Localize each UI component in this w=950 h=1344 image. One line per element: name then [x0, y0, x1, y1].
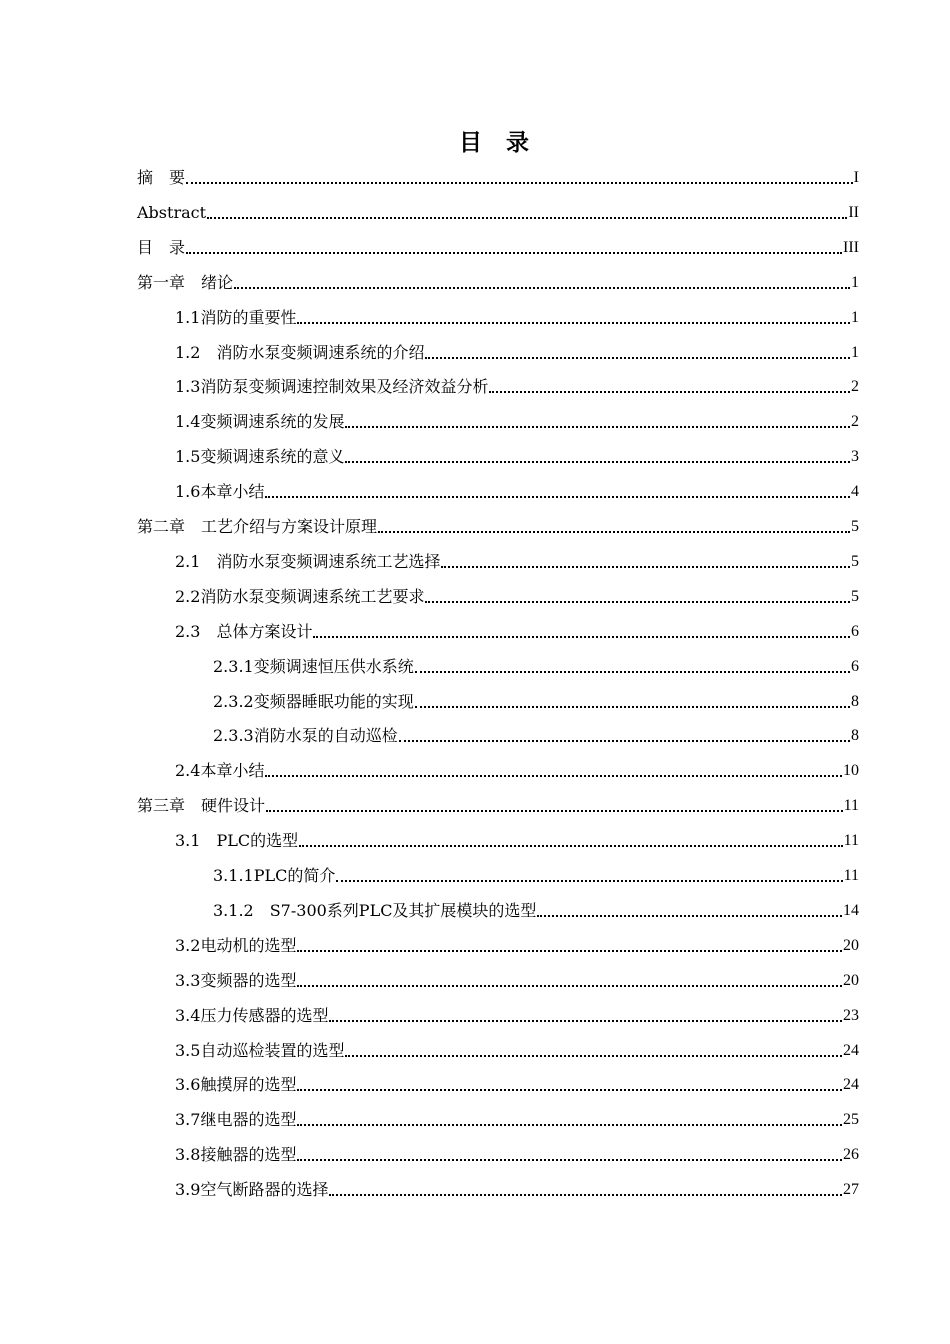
toc-entry[interactable] [0, 927, 950, 962]
dot-leader [297, 1159, 842, 1161]
toc-entry-label: 第三章 硬件设计 [137, 796, 266, 816]
toc-entry[interactable] [0, 1066, 950, 1101]
toc-entry-label: 3.1.1PLC的简介 [213, 866, 336, 885]
toc-entry[interactable] [0, 159, 950, 194]
toc-entry[interactable] [0, 508, 950, 543]
toc-entry[interactable] [0, 892, 950, 927]
toc-entry-label: 3.1.2 S7-300系列PLC及其扩展模块的选型 [213, 900, 537, 920]
toc-entry-label: 1.5变频调速系统的意义 [175, 447, 345, 467]
toc-entry-page-number: 25 [843, 1111, 859, 1129]
toc-entry-page-number: 10 [843, 762, 859, 780]
dot-leader [265, 775, 842, 777]
toc-entry-label: 第一章 绪论 [137, 272, 234, 292]
toc-entry-label: 1.4变频调速系统的发展 [175, 412, 345, 432]
toc-entry[interactable] [0, 368, 950, 403]
toc-entry[interactable] [0, 438, 950, 473]
dot-leader [297, 950, 842, 952]
toc-entry-label: Abstract [137, 202, 207, 222]
toc-entry-label: 目 录 [137, 237, 186, 257]
dot-leader [329, 1194, 842, 1196]
dot-leader [297, 1124, 842, 1126]
dot-leader [329, 1020, 842, 1022]
toc-entry-page-number: 5 [851, 552, 859, 570]
dot-leader [345, 461, 850, 463]
toc-entry[interactable] [0, 264, 950, 299]
toc-entry-label: 1.1消防的重要性 [175, 307, 297, 327]
toc-entry-label: 2.1 消防水泵变频调速系统工艺选择 [175, 551, 441, 571]
toc-entry-page-number: 4 [851, 483, 859, 501]
toc-entry-page-number: 24 [843, 1076, 859, 1094]
toc-entry-page-number: 1 [851, 273, 859, 291]
toc-entry-page-number: 11 [843, 797, 859, 815]
dot-leader [234, 287, 850, 289]
toc-entry[interactable] [0, 229, 950, 264]
toc-entry[interactable] [0, 473, 950, 508]
dot-leader [297, 985, 842, 987]
toc-entry[interactable] [0, 717, 950, 752]
toc-entry-label: 3.9空气断路器的选择 [175, 1180, 329, 1200]
dot-leader [415, 706, 850, 708]
dot-leader [345, 426, 850, 428]
toc-entry-label: 3.7继电器的选型 [175, 1110, 297, 1130]
toc-entry-page-number: 8 [851, 727, 859, 745]
toc-entry-page-number: 1 [851, 343, 859, 361]
toc-entry[interactable] [0, 857, 950, 892]
dot-leader [345, 1055, 842, 1057]
dot-leader [297, 322, 850, 324]
dot-leader [425, 357, 850, 359]
toc-entry[interactable] [0, 334, 950, 369]
toc-entry-label: 2.3.2变频器睡眠功能的实现 [213, 691, 414, 711]
toc-entry[interactable] [0, 613, 950, 648]
dot-leader [299, 845, 843, 847]
toc-entry[interactable] [0, 648, 950, 683]
toc-entry-page-number: 2 [851, 413, 859, 431]
dot-leader [186, 182, 853, 184]
dot-leader [425, 601, 850, 603]
dot-leader [489, 391, 850, 393]
toc-entry-label: 1.3消防泵变频调速控制效果及经济效益分析 [175, 377, 489, 397]
toc-entry[interactable] [0, 787, 950, 822]
toc-entry-page-number: 6 [851, 622, 859, 640]
dot-leader [441, 566, 850, 568]
toc-entry-label: 3.1 PLC的选型 [175, 831, 299, 851]
toc-entry-page-number: 3 [851, 448, 859, 466]
toc-entry-page-number: I [853, 169, 859, 186]
toc-entry-label: 3.3变频器的选型 [175, 970, 297, 990]
toc-entry[interactable] [0, 962, 950, 997]
toc-entry-page-number: 5 [851, 587, 859, 605]
toc-entry-page-number: 11 [843, 867, 859, 884]
toc-entry-page-number: 26 [843, 1146, 859, 1164]
toc-entry-page-number: 24 [843, 1041, 859, 1059]
toc-entry-page-number: 27 [843, 1181, 859, 1199]
toc-entry-label: 3.8接触器的选型 [175, 1145, 297, 1165]
dot-leader [415, 671, 850, 673]
toc-entry[interactable] [0, 578, 950, 613]
toc-entry-label: 3.6触摸屏的选型 [175, 1075, 297, 1095]
toc-entry-label: 2.2消防水泵变频调速系统工艺要求 [175, 586, 425, 606]
toc-entry-page-number: 14 [843, 901, 859, 919]
toc-entry-page-number: 11 [843, 832, 859, 850]
toc-entry-page-number: 23 [843, 1006, 859, 1024]
toc-entry-label: 3.2电动机的选型 [175, 935, 297, 955]
toc-entry-label: 3.5自动巡检装置的选型 [175, 1040, 345, 1060]
toc-entry[interactable] [0, 822, 950, 857]
toc-entry-label: 2.3.1变频调速恒压供水系统 [213, 656, 414, 676]
toc-entry-page-number: 6 [851, 657, 859, 675]
dot-leader [207, 217, 847, 219]
dot-leader [266, 810, 843, 812]
toc-entry-label: 3.4压力传感器的选型 [175, 1005, 329, 1025]
toc-entry[interactable] [0, 683, 950, 718]
toc-entry-label: 1.6本章小结 [175, 482, 265, 502]
toc-entry[interactable] [0, 1032, 950, 1067]
toc-entry-page-number: 1 [851, 308, 859, 326]
toc-entry-page-number: 5 [851, 518, 859, 535]
toc-entry-label: 2.3.3消防水泵的自动巡检 [213, 726, 398, 746]
toc-entry[interactable] [0, 543, 950, 578]
toc-entry-label: 1.2 消防水泵变频调速系统的介绍 [175, 342, 425, 362]
toc-entry[interactable] [0, 1101, 950, 1136]
dot-leader [336, 880, 842, 882]
toc-entry[interactable] [0, 1136, 950, 1171]
toc-entry-page-number: 20 [843, 971, 859, 989]
toc-entry-page-number: 2 [851, 378, 859, 396]
toc-entry[interactable] [0, 1171, 950, 1206]
toc-entry-page-number: III [843, 238, 859, 256]
toc-entry[interactable] [0, 752, 950, 787]
toc-entry-page-number: II [848, 203, 859, 221]
toc-entry[interactable] [0, 194, 950, 229]
toc-entry-label: 摘 要 [137, 168, 186, 187]
dot-leader [378, 531, 850, 533]
toc-entry-label: 2.4本章小结 [175, 761, 265, 781]
toc-entry[interactable] [0, 299, 950, 334]
dot-leader [297, 1089, 842, 1091]
toc-entry-page-number: 20 [843, 936, 859, 954]
toc-entry-label: 第二章 工艺介绍与方案设计原理 [137, 517, 378, 536]
dot-leader [537, 915, 842, 917]
dot-leader [399, 740, 850, 742]
dot-leader [313, 636, 850, 638]
toc-entry-label: 2.3 总体方案设计 [175, 621, 313, 641]
dot-leader [186, 252, 842, 254]
page-title: 目 录 [458, 130, 537, 156]
toc-entry-page-number: 8 [851, 692, 859, 710]
toc-entry[interactable] [0, 997, 950, 1032]
toc-entry[interactable] [0, 403, 950, 438]
dot-leader [265, 496, 850, 498]
